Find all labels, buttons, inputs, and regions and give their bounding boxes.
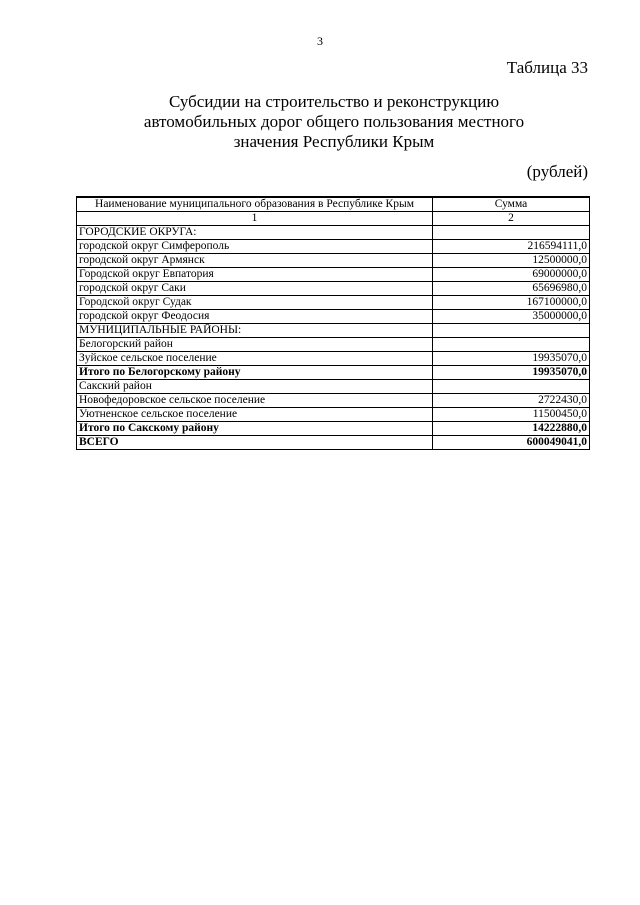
total-row [77,436,590,450]
column-number-sum: 2 [433,212,590,226]
row-sum: 11500450,0 [433,408,590,422]
row-sum: 12500000,0 [433,254,590,268]
row-sum [433,380,590,394]
row-sum: 65696980,0 [433,282,590,296]
subtotal-label: Итого по Белогорскому району [77,366,433,380]
table-row [77,282,590,296]
row-sum: 35000000,0 [433,310,590,324]
row-name: городской округ Феодосия [77,310,433,324]
district-label: Белогорский район [77,338,433,352]
row-name: городской округ Симферополь [77,240,433,254]
subtotal-label: Итого по Сакскому району [77,422,433,436]
district-label: Сакский район [77,380,433,394]
units-label: (рублей) [526,162,588,181]
row-name: Зуйское сельское поселение [77,352,433,366]
table-row [77,408,590,422]
row-sum [433,338,590,352]
section-row [77,324,590,338]
district-row [77,380,590,394]
column-number-row [77,212,590,226]
subtotal-row [77,422,590,436]
subtotal-row [77,366,590,380]
row-sum: 19935070,0 [433,352,590,366]
row-sum [433,324,590,338]
table-row [77,310,590,324]
row-sum: 69000000,0 [433,268,590,282]
table-header-row [77,197,590,212]
total-label: ВСЕГО [77,436,433,450]
section-row [77,226,590,240]
row-name: городской округ Саки [77,282,433,296]
header-sum: Сумма [433,197,590,212]
table-row [77,352,590,366]
table-row [77,394,590,408]
row-name: городской округ Армянск [77,254,433,268]
row-sum [433,226,590,240]
row-sum: 2722430,0 [433,394,590,408]
district-row [77,338,590,352]
subsidies-table [76,196,590,450]
title-line-1: Субсидии на строительство и реконструкцию [168,92,500,111]
row-name: Новофедоровское сельское поселение [77,394,433,408]
title-line-3: значения Республики Крым [233,132,435,151]
row-sum: 167100000,0 [433,296,590,310]
section-label: МУНИЦИПАЛЬНЫЕ РАЙОНЫ: [77,324,433,338]
total-sum: 600049041,0 [433,436,590,450]
row-name: Городской округ Судак [77,296,433,310]
subtotal-sum: 14222880,0 [433,422,590,436]
table-row [77,268,590,282]
subtotal-sum: 19935070,0 [433,366,590,380]
row-name: Городской округ Евпатория [77,268,433,282]
table-row [77,240,590,254]
table-row [77,296,590,310]
row-name: Уютненское сельское поселение [77,408,433,422]
page-number: 3 [317,34,323,48]
title-line-2: автомобильных дорог общего пользования местного [143,112,525,131]
row-sum: 216594111,0 [433,240,590,254]
document-title [0,92,640,152]
column-number-name: 1 [77,212,433,226]
header-name: Наименование муниципального образования в Республике Крым [77,197,433,212]
table-row [77,254,590,268]
table-number: Таблица 33 [506,58,588,77]
section-label: ГОРОДСКИЕ ОКРУГА: [77,226,433,240]
